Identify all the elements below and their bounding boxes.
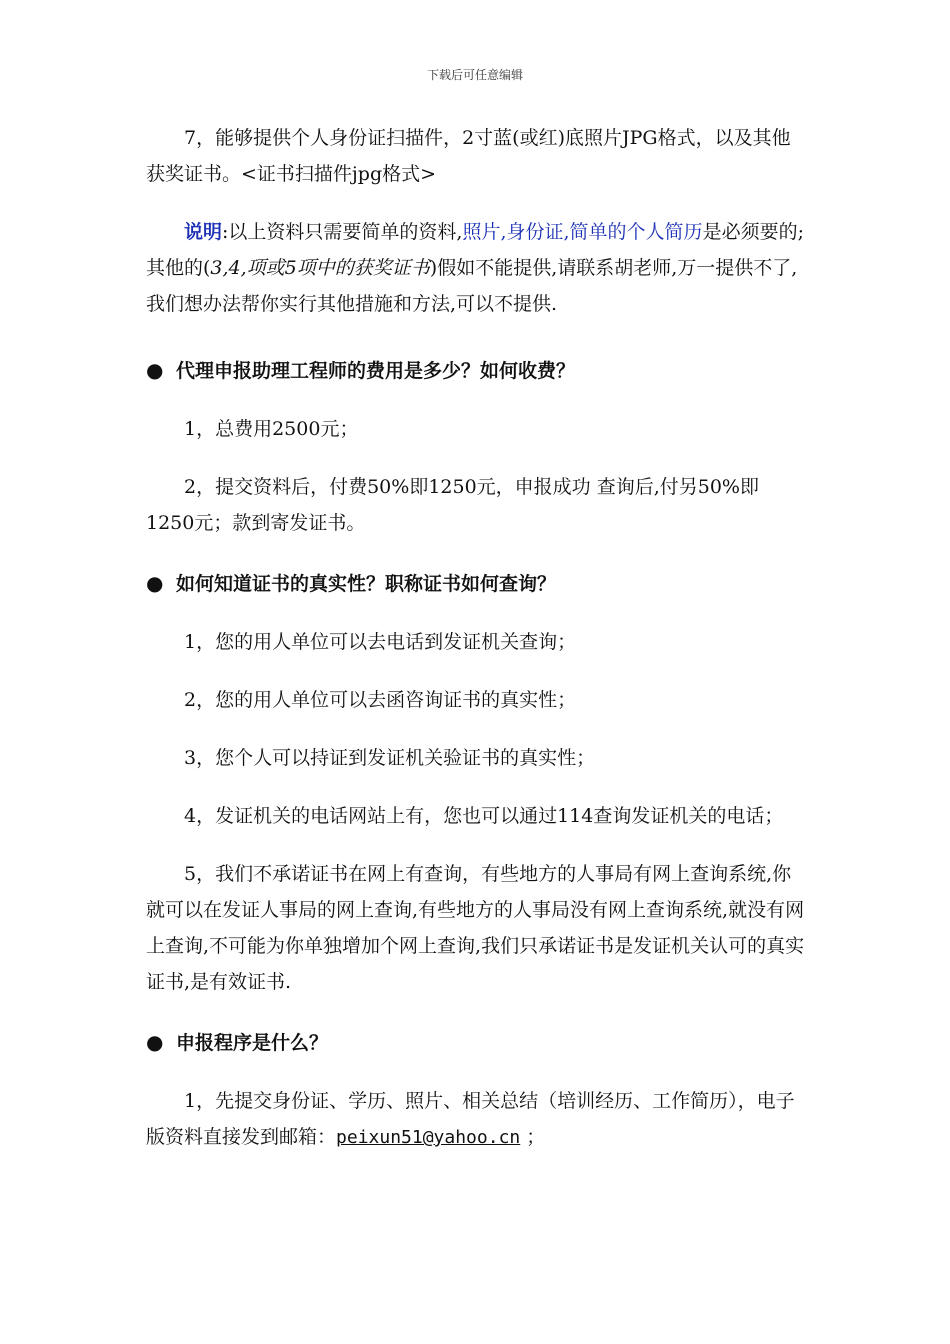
fee-item-2: 2，提交资料后，付费50%即1250元，申报成功 查询后,付另50%即1250元；款到寄发证书。 [146,476,759,534]
section-title-procedure: 申报程序是什么？ [176,1032,329,1054]
note-paragraph [146,214,806,322]
bullet-icon: ● [146,1030,164,1054]
note-highlight: 照片,身份证,简单的个人简历 [462,221,703,243]
procedure-item-1 [146,1083,806,1156]
page-header: 下载后可任意编辑 [426,68,523,82]
verify-item-2: 2，您的用人单位可以去函咨询证书的真实性； [184,689,577,711]
section-title-fee: 代理申报助理工程师的费用是多少？如何收费？ [176,360,576,382]
fee-item-1: 1，总费用2500元； [184,418,359,440]
procedure-item-1-end: ； [520,1126,546,1148]
paragraph-item-7: 7，能够提供个人身份证扫描件，2寸蓝(或红)底照片JPG格式，以及其他获奖证书。<证书扫描件jpg格式> [146,127,791,185]
verify-item-4: 4，发证机关的电话网站上有，您也可以通过114查询发证机关的电话； [184,805,784,827]
verify-item-3: 3，您个人可以持证到发证机关验证书的真实性； [184,747,596,769]
document-body [146,120,806,1156]
note-text-1: :以上资料只需要简单的资料, [222,221,463,243]
section-heading-procedure [146,1024,806,1061]
verify-item-1: 1，您的用人单位可以去电话到发证机关查询； [184,631,577,653]
note-label: 说明 [184,221,223,243]
note-italic: 3,4,项或5项中的获奖证书 [210,257,430,279]
bullet-icon: ● [146,358,164,382]
section-title-verify: 如何知道证书的真实性？职称证书如何查询？ [176,573,557,595]
section-heading-fee [146,352,806,389]
email-link[interactable]: peixun51@yahoo.cn [336,1127,521,1148]
section-heading-verify [146,565,806,602]
verify-item-5: 5，我们不承诺证书在网上有查询，有些地方的人事局有网上查询系统,你就可以在发证人事局的网上查询,有些地方的人事局没有网上查询系统,就没有网上查询,不可能为你单独增加个网上查询,我们只承诺证书是发证机关认可的真实证书,是有效证书. [146,863,805,993]
note-text-3: )假如不能提供,请联系胡老师,万一提供不了,我们想办法帮你实行其他措施和方法,可以不提供. [146,257,798,315]
note-text-2: 是必须要的;其他的( [146,221,804,279]
procedure-item-1-text: 1，先提交身份证、学历、照片、相关总结（培训经历、工作简历），电子版资料直接发到邮箱： [146,1090,795,1148]
bullet-icon: ● [146,571,164,595]
